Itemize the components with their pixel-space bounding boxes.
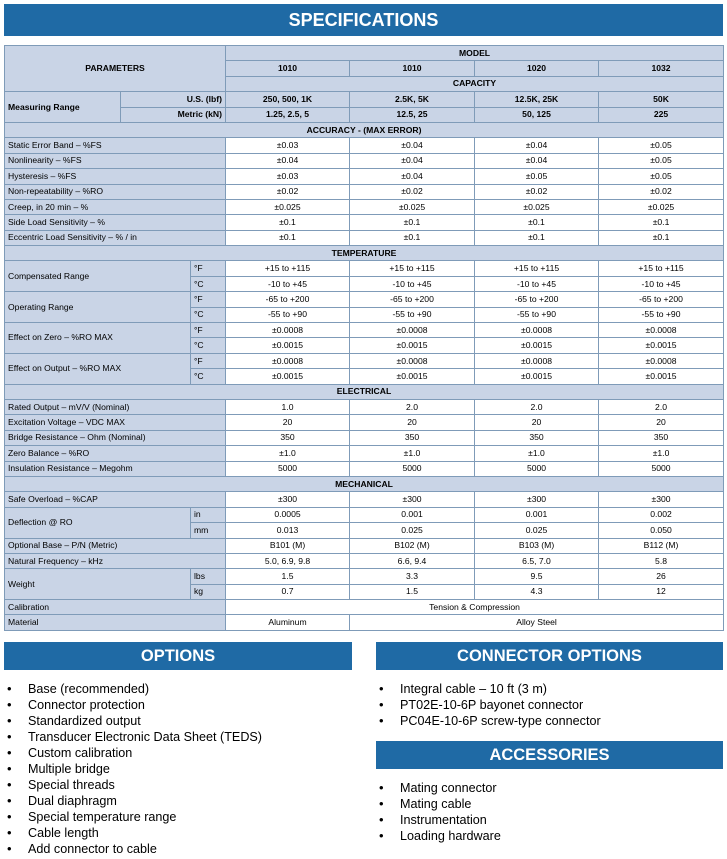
unit-label: °F: [191, 323, 226, 338]
parameter-label: Material: [5, 615, 226, 630]
value-cell: ±0.04: [350, 169, 475, 184]
table-row: [5, 492, 724, 507]
table-row: [5, 153, 724, 168]
section-row: [5, 246, 724, 261]
measuring-range-label: Measuring Range: [5, 92, 121, 123]
list-item: • Connector protection: [4, 697, 352, 713]
list-item: • Add connector to cable: [4, 841, 352, 857]
value-cell: 12: [599, 584, 724, 599]
table-row: [5, 292, 724, 307]
value-cell: 12.5, 25: [350, 107, 475, 122]
model-number: 1020: [475, 61, 599, 76]
parameters-header: PARAMETERS: [5, 46, 226, 92]
table-row: [5, 430, 724, 445]
table-row: [5, 446, 724, 461]
table-row: [5, 323, 724, 338]
parameter-label: Creep, in 20 min – %: [5, 199, 226, 214]
value-cell: 20: [226, 415, 350, 430]
value-cell: 12.5K, 25K: [475, 92, 599, 107]
parameter-label: Deflection @ RO: [5, 507, 191, 538]
value-cell: 26: [599, 569, 724, 584]
list-item: • Special threads: [4, 777, 352, 793]
specifications-table-body: [5, 46, 724, 631]
table-row: [5, 353, 724, 368]
unit-label: °F: [191, 261, 226, 276]
value-cell: ±0.025: [475, 199, 599, 214]
list-item: • Custom calibration: [4, 745, 352, 761]
section-row: [5, 384, 724, 399]
value-cell: 0.7: [226, 584, 350, 599]
value-cell: ±1.0: [599, 446, 724, 461]
list-item: • Cable length: [4, 825, 352, 841]
unit-label: °F: [191, 292, 226, 307]
value-cell: ±0.04: [350, 138, 475, 153]
value-cell: 20: [475, 415, 599, 430]
value-cell: ±0.1: [226, 215, 350, 230]
value-cell: ±0.02: [350, 184, 475, 199]
connector-options-list: [376, 681, 723, 729]
value-cell: ±0.0008: [475, 323, 599, 338]
list-item: • Base (recommended): [4, 681, 352, 697]
value-cell: ±0.1: [599, 215, 724, 230]
value-cell: 6.5, 7.0: [475, 553, 599, 568]
list-item: • Mating connector: [376, 780, 723, 796]
value-cell: B101 (M): [226, 538, 350, 553]
value-cell: 20: [599, 415, 724, 430]
connector-options-banner: CONNECTOR OPTIONS: [376, 642, 723, 670]
value-cell: ±0.02: [599, 184, 724, 199]
parameter-label: Non-repeatability – %RO: [5, 184, 226, 199]
value-cell: Alloy Steel: [350, 615, 724, 630]
table-row: [5, 138, 724, 153]
value-cell: ±0.04: [475, 138, 599, 153]
value-cell: ±0.1: [350, 215, 475, 230]
table-row: [5, 199, 724, 214]
value-cell: 50, 125: [475, 107, 599, 122]
value-cell: 225: [599, 107, 724, 122]
parameter-label: Eccentric Load Sensitivity – % / in: [5, 230, 226, 245]
value-cell: 2.0: [599, 399, 724, 414]
value-cell: +15 to +115: [350, 261, 475, 276]
unit-label: °C: [191, 276, 226, 291]
value-cell: +15 to +115: [226, 261, 350, 276]
value-cell: -10 to +45: [475, 276, 599, 291]
value-cell: 350: [350, 430, 475, 445]
value-cell: B102 (M): [350, 538, 475, 553]
value-cell: ±0.05: [599, 153, 724, 168]
table-row: [5, 215, 724, 230]
value-cell: ±0.04: [350, 153, 475, 168]
value-cell: 0.001: [350, 507, 475, 522]
table-row: [5, 507, 724, 522]
value-cell: ±0.0008: [226, 353, 350, 368]
parameter-label: Rated Output – mV/V (Nominal): [5, 399, 226, 414]
value-cell: ±0.0008: [350, 353, 475, 368]
value-cell: ±0.0015: [599, 369, 724, 384]
value-cell: B112 (M): [599, 538, 724, 553]
unit-label: mm: [191, 523, 226, 538]
value-cell: ±0.0008: [599, 323, 724, 338]
header-row: [5, 46, 724, 61]
unit-label: Metric (kN): [121, 107, 226, 122]
value-cell: 5000: [599, 461, 724, 476]
unit-label: °C: [191, 307, 226, 322]
accessories-banner: ACCESSORIES: [376, 741, 723, 769]
parameter-label: Side Load Sensitivity – %: [5, 215, 226, 230]
value-cell: ±0.0008: [226, 323, 350, 338]
value-cell: 350: [599, 430, 724, 445]
value-cell: 20: [350, 415, 475, 430]
value-cell: ±0.0015: [350, 338, 475, 353]
list-item: • Standardized output: [4, 713, 352, 729]
value-cell: -65 to +200: [350, 292, 475, 307]
value-cell: 350: [475, 430, 599, 445]
unit-label: °C: [191, 369, 226, 384]
page-title: SPECIFICATIONS: [4, 4, 723, 36]
value-cell: -10 to +45: [599, 276, 724, 291]
list-item: • Dual diaphragm: [4, 793, 352, 809]
value-cell: ±0.1: [475, 230, 599, 245]
value-cell: -10 to +45: [350, 276, 475, 291]
value-cell: ±0.0008: [599, 353, 724, 368]
unit-label: °C: [191, 338, 226, 353]
parameter-label: Excitation Voltage – VDC MAX: [5, 415, 226, 430]
value-cell: 0.001: [475, 507, 599, 522]
options-list: [4, 681, 352, 857]
header-row: [5, 92, 724, 107]
value-cell: 5.0, 6.9, 9.8: [226, 553, 350, 568]
table-row: [5, 415, 724, 430]
table-row: [5, 261, 724, 276]
value-cell: 1.0: [226, 399, 350, 414]
value-cell: ±0.0015: [226, 369, 350, 384]
list-item: • PC04E-10-6P screw-type connector: [376, 713, 723, 729]
temperature-section-title: TEMPERATURE: [5, 246, 724, 261]
value-cell: -65 to +200: [475, 292, 599, 307]
value-cell: -55 to +90: [475, 307, 599, 322]
value-cell: ±0.1: [475, 215, 599, 230]
value-cell: +15 to +115: [475, 261, 599, 276]
table-row: [5, 553, 724, 568]
value-cell: ±0.04: [226, 153, 350, 168]
value-cell: ±300: [350, 492, 475, 507]
unit-label: kg: [191, 584, 226, 599]
value-cell: 0.025: [475, 523, 599, 538]
value-cell: B103 (M): [475, 538, 599, 553]
value-cell: 3.3: [350, 569, 475, 584]
value-cell: ±0.025: [599, 199, 724, 214]
section-row: [5, 122, 724, 137]
table-row: [5, 399, 724, 414]
value-cell: ±0.02: [475, 184, 599, 199]
value-cell: ±0.0015: [350, 369, 475, 384]
value-cell: 6.6, 9.4: [350, 553, 475, 568]
value-cell: ±0.03: [226, 169, 350, 184]
parameter-label: Hysteresis – %FS: [5, 169, 226, 184]
list-item: • Mating cable: [376, 796, 723, 812]
value-cell: 5000: [475, 461, 599, 476]
value-cell: ±0.1: [350, 230, 475, 245]
value-cell: ±0.0015: [475, 338, 599, 353]
value-cell: ±0.0008: [350, 323, 475, 338]
value-cell: 2.0: [475, 399, 599, 414]
value-cell: ±300: [226, 492, 350, 507]
list-item: • Loading hardware: [376, 828, 723, 844]
table-row: [5, 169, 724, 184]
parameter-label: Calibration: [5, 600, 226, 615]
value-cell: 9.5: [475, 569, 599, 584]
parameter-label: Bridge Resistance – Ohm (Nominal): [5, 430, 226, 445]
parameter-label: Effect on Output – %RO MAX: [5, 353, 191, 384]
value-cell: ±0.05: [599, 169, 724, 184]
capacity-header: CAPACITY: [226, 76, 724, 91]
value-cell: ±300: [475, 492, 599, 507]
value-cell: ±0.05: [475, 169, 599, 184]
model-number: 1010: [226, 61, 350, 76]
model-number: 1032: [599, 61, 724, 76]
parameter-label: Effect on Zero – %RO MAX: [5, 323, 191, 354]
list-item: • Special temperature range: [4, 809, 352, 825]
parameter-label: Insulation Resistance – Megohm: [5, 461, 226, 476]
value-cell: Aluminum: [226, 615, 350, 630]
value-cell: 5000: [226, 461, 350, 476]
accuracy-section-title: ACCURACY - (MAX ERROR): [5, 122, 724, 137]
value-cell: ±0.0015: [226, 338, 350, 353]
table-row: [5, 230, 724, 245]
value-cell: ±0.0015: [599, 338, 724, 353]
list-item: • Transducer Electronic Data Sheet (TEDS): [4, 729, 352, 745]
value-cell: 0.025: [350, 523, 475, 538]
value-cell: 50K: [599, 92, 724, 107]
value-cell: 0.0005: [226, 507, 350, 522]
value-cell: 4.3: [475, 584, 599, 599]
list-item: • Multiple bridge: [4, 761, 352, 777]
value-cell: ±0.0015: [475, 369, 599, 384]
value-cell: ±0.05: [599, 138, 724, 153]
value-cell: 1.5: [350, 584, 475, 599]
value-cell: 0.002: [599, 507, 724, 522]
value-cell: 2.0: [350, 399, 475, 414]
parameter-label: Static Error Band – %FS: [5, 138, 226, 153]
electrical-section-title: ELECTRICAL: [5, 384, 724, 399]
parameter-label: Natural Frequency – kHz: [5, 553, 226, 568]
value-cell: Tension & Compression: [226, 600, 724, 615]
unit-label: U.S. (lbf): [121, 92, 226, 107]
parameter-label: Safe Overload – %CAP: [5, 492, 226, 507]
value-cell: -10 to +45: [226, 276, 350, 291]
value-cell: -65 to +200: [226, 292, 350, 307]
value-cell: ±1.0: [475, 446, 599, 461]
value-cell: ±1.0: [226, 446, 350, 461]
table-row: [5, 615, 724, 630]
unit-label: °F: [191, 353, 226, 368]
section-row: [5, 476, 724, 491]
value-cell: 0.013: [226, 523, 350, 538]
value-cell: 1.5: [226, 569, 350, 584]
value-cell: ±0.02: [226, 184, 350, 199]
value-cell: 250, 500, 1K: [226, 92, 350, 107]
value-cell: 350: [226, 430, 350, 445]
value-cell: ±0.025: [226, 199, 350, 214]
parameter-label: Operating Range: [5, 292, 191, 323]
value-cell: -55 to +90: [226, 307, 350, 322]
value-cell: 1.25, 2.5, 5: [226, 107, 350, 122]
value-cell: ±0.1: [226, 230, 350, 245]
value-cell: ±1.0: [350, 446, 475, 461]
parameter-label: Optional Base – P/N (Metric): [5, 538, 226, 553]
unit-label: lbs: [191, 569, 226, 584]
table-row: [5, 184, 724, 199]
mechanical-section-title: MECHANICAL: [5, 476, 724, 491]
parameter-label: Zero Balance – %RO: [5, 446, 226, 461]
model-number: 1010: [350, 61, 475, 76]
value-cell: ±0.1: [599, 230, 724, 245]
parameter-label: Nonlinearity – %FS: [5, 153, 226, 168]
specifications-table: [4, 45, 724, 631]
table-row: [5, 538, 724, 553]
value-cell: ±0.0008: [475, 353, 599, 368]
value-cell: ±0.04: [475, 153, 599, 168]
value-cell: +15 to +115: [599, 261, 724, 276]
value-cell: -55 to +90: [350, 307, 475, 322]
value-cell: 5.8: [599, 553, 724, 568]
options-banner: OPTIONS: [4, 642, 352, 670]
value-cell: ±300: [599, 492, 724, 507]
value-cell: ±0.03: [226, 138, 350, 153]
value-cell: 5000: [350, 461, 475, 476]
unit-label: in: [191, 507, 226, 522]
model-header: MODEL: [226, 46, 724, 61]
value-cell: 0.050: [599, 523, 724, 538]
accessories-list: [376, 780, 723, 844]
table-row: [5, 461, 724, 476]
list-item: • Integral cable – 10 ft (3 m): [376, 681, 723, 697]
list-item: • PT02E-10-6P bayonet connector: [376, 697, 723, 713]
value-cell: -65 to +200: [599, 292, 724, 307]
parameter-label: Weight: [5, 569, 191, 600]
value-cell: -55 to +90: [599, 307, 724, 322]
parameter-label: Compensated Range: [5, 261, 191, 292]
list-item: • Instrumentation: [376, 812, 723, 828]
table-row: [5, 600, 724, 615]
value-cell: ±0.025: [350, 199, 475, 214]
table-row: [5, 569, 724, 584]
value-cell: 2.5K, 5K: [350, 92, 475, 107]
